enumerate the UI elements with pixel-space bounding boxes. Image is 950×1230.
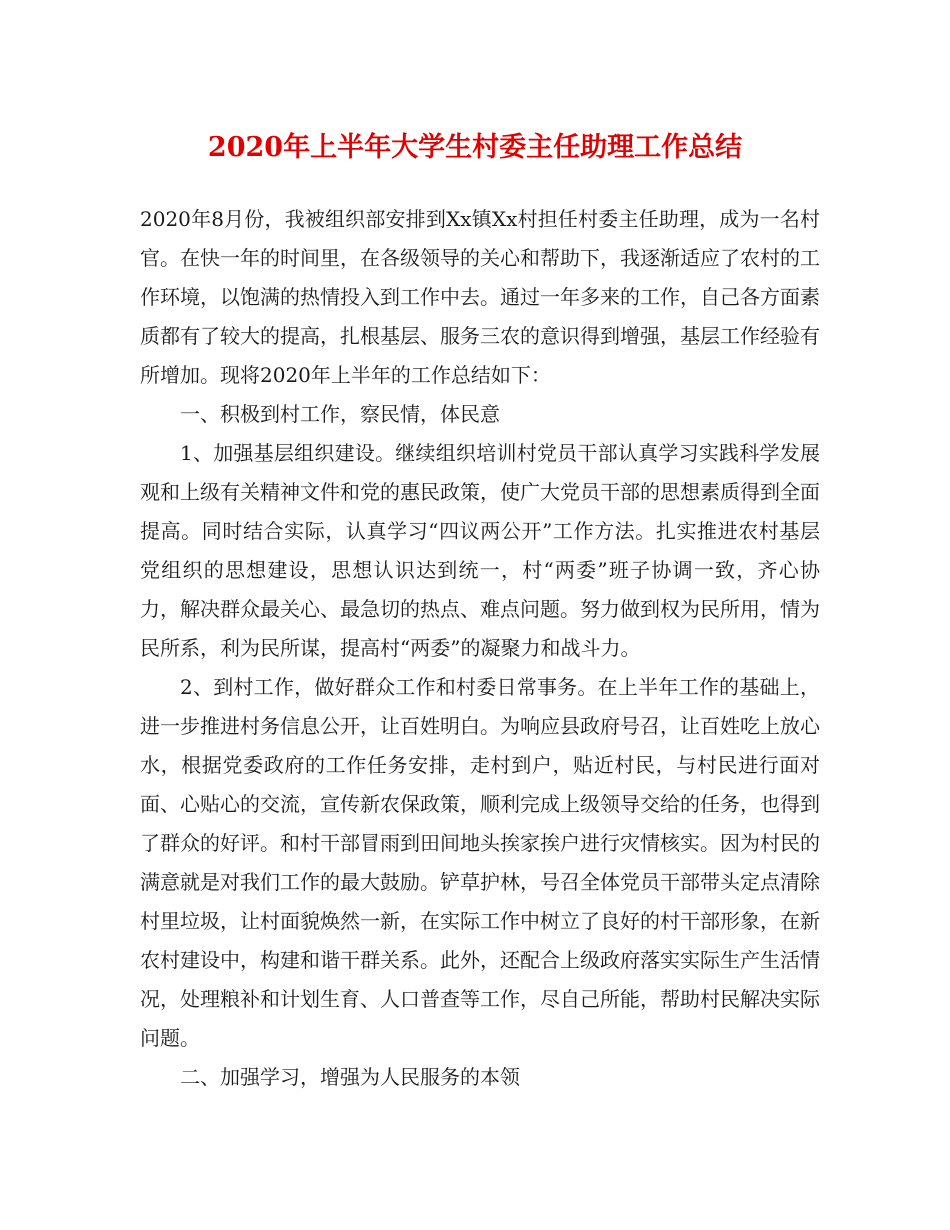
document-title: 2020年上半年大学生村委主任助理工作总结	[207, 132, 743, 163]
document-body	[140, 200, 820, 1097]
paragraph-item-2: 2、到村工作，做好群众工作和村委日常事务。在上半年工作的基础上，进一步推进村务信息公开，让百姓明白。为响应县政府号召，让百姓吃上放心水，根据党委政府的工作任务安排，走村到户，贴近村民，与村民进行面对面、心贴心的交流，宣传新农保政策，顺利完成上级领导交给的任务，也得到了群众的好评。和村干部冒雨到田间地头挨家挨户进行灾情核实。因为村民的满意就是对我们工作的最大鼓励。铲草护林，号召全体党员干部带头定点清除村里垃圾，让村面貌焕然一新，在实际工作中树立了良好的村干部形象，在新农村建设中，构建和谐干群关系。此外，还配合上级政府落实实际生产生活情况，处理粮补和计划生育、人口普查等工作，尽自己所能，帮助村民解决实际问题。	[140, 675, 820, 1050]
intro-paragraph: 2020年8月份，我被组织部安排到Xx镇Xx村担任村委主任助理，成为一名村官。在快一年的时间里，在各级领导的关心和帮助下，我逐渐适应了农村的工作环境，以饱满的热情投入到工作中去。通过一年多来的工作，自己各方面素质都有了较大的提高，扎根基层、服务三农的意识得到增强，基层工作经验有所增加。现将2020年上半年的工作总结如下：	[140, 207, 820, 387]
paragraph-item-1: 1、加强基层组织建设。继续组织培训村党员干部认真学习实践科学发展观和上级有关精神文件和党的惠民政策，使广大党员干部的思想素质得到全面提高。同时结合实际，认真学习“四议两公开”工作方法。扎实推进农村基层党组织的思想建设，思想认识达到统一，村“两委”班子协调一致，齐心协力，解决群众最关心、最急切的热点、难点问题。努力做到权为民所用，情为民所系，利为民所谋，提高村“两委”的凝聚力和战斗力。	[140, 441, 820, 660]
section-heading-1: 一、积极到村工作，察民情，体民意	[180, 402, 500, 426]
section-heading-2: 二、加强学习，增强为人民服务的本领	[180, 1065, 520, 1089]
